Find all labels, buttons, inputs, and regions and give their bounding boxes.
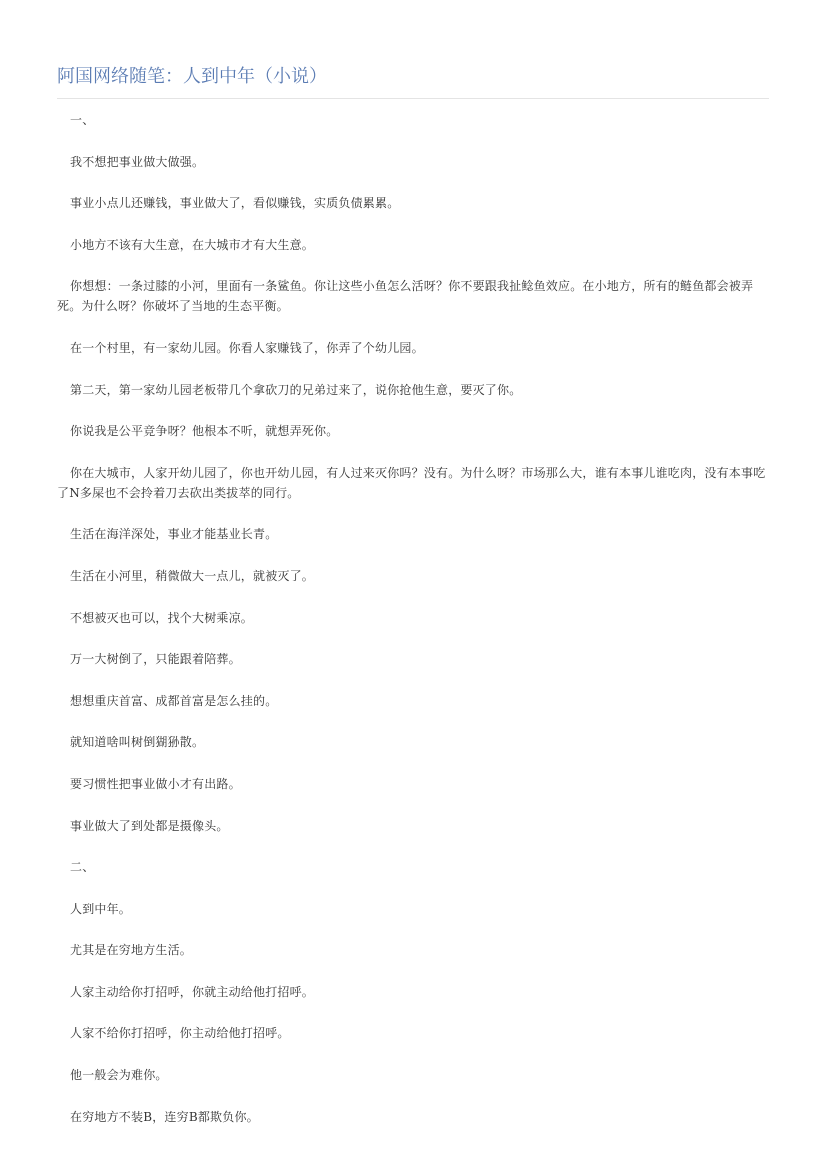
paragraph: 尤其是在穷地方生活。 [70, 943, 193, 958]
paragraph: 我不想把事业做大做强。 [70, 154, 205, 169]
paragraph: 要习惯性把事业做小才有出路。 [70, 776, 241, 791]
paragraph: 你在大城市，人家开幼儿园了，你也开幼儿园，有人过来灭你吗？没有。为什么呀？市场那么大，谁有本事儿谁吃肉，没有本事吃了N多屎也不会拎着刀去砍出类拔萃的同行。 [57, 465, 766, 500]
paragraph: 人到中年。 [70, 901, 132, 916]
paragraph: 人家主动给你打招呼，你就主动给他打招呼。 [70, 984, 315, 999]
paragraph: 他一般会为难你。 [70, 1068, 168, 1083]
paragraph: 在一个村里，有一家幼儿园。你看人家赚钱了，你弄了个幼儿园。 [70, 340, 424, 355]
paragraph: 事业小点儿还赚钱，事业做大了，看似赚钱，实质负债累累。 [70, 196, 400, 211]
paragraph: 想想重庆首富、成都首富是怎么挂的。 [70, 693, 278, 708]
paragraph: 你想想：一条过膝的小河，里面有一条鲨鱼。你让这些小鱼怎么活呀？你不要跟我扯鲶鱼效应。在小地方，所有的鲢鱼都会被弄死。为什么呀？你破坏了当地的生态平衡。 [57, 279, 754, 314]
paragraph: 在穷地方不装B，连穷B都欺负你。 [70, 1109, 259, 1124]
paragraph: 一、 [70, 113, 95, 127]
paragraph: 小地方不该有大生意，在大城市才有大生意。 [70, 237, 315, 252]
paragraph: 不想被灭也可以，找个大树乘凉。 [70, 610, 254, 625]
paragraph: 生活在小河里，稍微做大一点儿，就被灭了。 [70, 568, 315, 583]
paragraph: 事业做大了到处都是摄像头。 [70, 818, 229, 833]
paragraph: 就知道啥叫树倒猢狲散。 [70, 735, 205, 750]
paragraph: 第二天，第一家幼儿园老板带几个拿砍刀的兄弟过来了，说你抢他生意，要灭了你。 [70, 382, 522, 397]
paragraph: 万一大树倒了，只能跟着陪葬。 [70, 652, 241, 667]
paragraph: 你说我是公平竞争呀？他根本不听，就想弄死你。 [70, 424, 339, 439]
paragraph: 二、 [70, 860, 95, 875]
paragraph: 人家不给你打招呼，你主动给他打招呼。 [70, 1026, 290, 1041]
article-body [57, 110, 769, 1127]
title-divider [57, 98, 769, 99]
paragraph: 生活在海洋深处，事业才能基业长青。 [70, 527, 278, 542]
page-title: 阿国网络随笔：人到中年（小说） [57, 66, 327, 87]
